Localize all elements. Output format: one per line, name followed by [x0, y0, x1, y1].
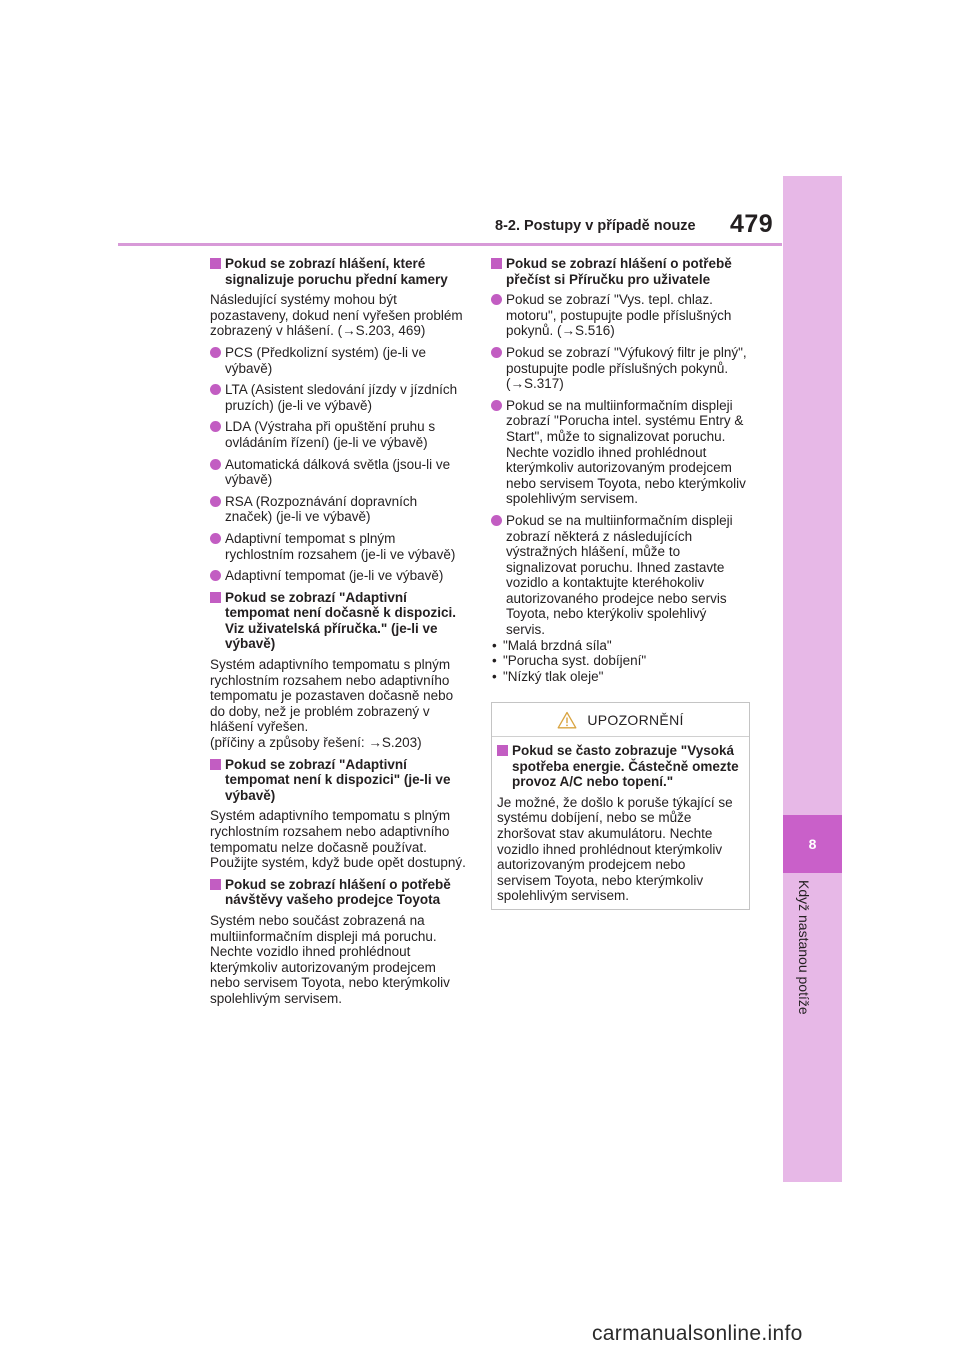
section-title: 8-2. Postupy v případě nouze	[495, 218, 696, 234]
list-item-text: Pokud se zobrazí "Výfukový filtr je plný", postupujte podle příslušných pokynů. (→S.317)	[506, 344, 747, 392]
list-item	[210, 382, 468, 413]
sub-list-item: • "Porucha syst. dobíjení"	[491, 653, 749, 669]
caution-heading	[497, 743, 743, 790]
round-bullet-icon	[210, 459, 221, 470]
list-item-text: RSA (Rozpoznávání dopravních značek) (je-li ve výbavě)	[225, 493, 418, 525]
round-bullet-icon	[491, 347, 502, 358]
heading-text: Pokud se zobrazí hlášení o potřebě přečíst si Příručku pro uživatele	[506, 256, 732, 287]
list-item	[210, 494, 468, 525]
watermark: carmanualsonline.info	[592, 1322, 803, 1345]
paragraph: Systém adaptivního tempomatu s plným rychlostním rozsahem nebo adaptivního tempomatu nelze dočasně používat. Použijte systém, když bude opět dostupný.	[210, 808, 466, 871]
square-bullet-icon	[491, 258, 502, 269]
round-bullet-icon	[491, 400, 502, 411]
left-column	[210, 256, 468, 1013]
section-heading	[210, 590, 468, 652]
list-item	[210, 457, 468, 488]
list-item	[210, 345, 468, 376]
heading-text: Pokud se často zobrazuje "Vysoká spotřeba energie. Částečně omezte provoz A/C nebo topení."	[512, 743, 739, 790]
list-item-text: Adaptivní tempomat s plným rychlostním rozsahem (je-li ve výbavě)	[225, 530, 456, 562]
sub-list-item: • "Nízký tlak oleje"	[491, 669, 749, 685]
heading-text: Pokud se zobrazí "Adaptivní tempomat není k dispozici" (je-li ve výbavě)	[225, 756, 451, 803]
chapter-label: Když nastanou potíže	[796, 880, 812, 1015]
list-item-text: PCS (Předkolizní systém) (je-li ve výbavě)	[225, 344, 427, 376]
paragraph: Systém nebo součást zobrazená na multiinformačním displeji má poruchu. Nechte vozidlo ihned prohlédnout kterýmkoliv autorizovaným prodejcem nebo servisem Toyota, nebo kterýmkoliv spolehlivým servisem.	[210, 912, 450, 1006]
list-item	[491, 398, 749, 507]
list-item-text: LTA (Asistent sledování jízdy v jízdních pruzích) (je-li ve výbavě)	[225, 382, 458, 413]
round-bullet-icon	[210, 384, 221, 395]
round-bullet-icon	[491, 294, 502, 305]
sub-list-item: • "Malá brzdná síla"	[491, 638, 749, 654]
list-item	[210, 531, 468, 562]
list-item-text: Pokud se na multiinformačním displeji zobrazí některá z následujících výstražných hlášení, může to signalizovat poruchu. Ihned zastavte vozidlo a kontaktujte kteréhokoliv autorizovaného prodejce nebo servis Toyota, nebo kterýkoliv spolehlivý servis.	[506, 512, 733, 638]
round-bullet-icon	[210, 570, 221, 581]
round-bullet-icon	[210, 496, 221, 507]
list-item	[491, 345, 749, 392]
square-bullet-icon	[210, 592, 221, 603]
square-bullet-icon	[210, 759, 221, 770]
round-bullet-icon	[210, 347, 221, 358]
header-rule	[118, 243, 782, 246]
right-column	[491, 256, 749, 684]
round-bullet-icon	[491, 515, 502, 526]
heading-text: Pokud se zobrazí hlášení, které signalizuje poruchu přední kamery	[225, 256, 448, 287]
list-item	[491, 513, 749, 638]
page-number: 479	[730, 210, 774, 238]
list-item	[210, 568, 468, 584]
square-bullet-icon	[210, 258, 221, 269]
chapter-number: 8	[783, 815, 842, 873]
section-heading	[491, 256, 749, 287]
list-item-text: Adaptivní tempomat (je-li ve výbavě)	[225, 568, 444, 584]
list-item-text: LDA (Výstraha při opuštění pruhu s ovládáním řízení) (je-li ve výbavě)	[225, 419, 436, 450]
round-bullet-icon	[210, 533, 221, 544]
reference-note: (příčiny a způsoby řešení: →S.203)	[210, 735, 422, 751]
section-heading	[210, 877, 468, 908]
paragraph: Systém adaptivního tempomatu s plným rychlostním rozsahem nebo adaptivního tempomatu je pozastaven dočasně nebo do doby, než je problém zobrazený v hlášení vyřešen.	[210, 657, 454, 735]
section-heading	[210, 757, 468, 804]
heading-text: Pokud se zobrazí "Adaptivní tempomat není dočasně k dispozici. Viz uživatelská příručka." (je-li ve výbavě)	[225, 589, 457, 652]
caution-title: UPOZORNĚNÍ	[587, 711, 684, 728]
caution-box	[491, 702, 750, 910]
caution-body	[492, 737, 749, 904]
warning-triangle-icon	[557, 711, 577, 729]
list-item	[491, 292, 749, 339]
square-bullet-icon	[210, 879, 221, 890]
square-bullet-icon	[497, 745, 508, 756]
list-item-text: Automatická dálková světla (jsou-li ve výbavě)	[225, 456, 451, 488]
list-item	[210, 419, 468, 450]
chapter-side-tab	[783, 176, 842, 1182]
paragraph: Následující systémy mohou být pozastaveny, dokud není vyřešen problém zobrazený v hlášení. (→S.203, 469)	[210, 292, 463, 339]
caution-paragraph: Je možné, že došlo k poruše týkající se systému dobíjení, nebo se může zhoršovat stav akumulátoru. Nechte vozidlo ihned prohlédnout kterýmkoliv autorizovaným prodejcem nebo servisem Toyota, nebo kterýmkoliv spolehlivým servisem.	[497, 794, 733, 904]
round-bullet-icon	[210, 421, 221, 432]
list-item-text: Pokud se na multiinformačním displeji zobrazí "Porucha intel. systému Entry & Start", může to signalizovat poruchu. Nechte vozidlo ihned prohlédnout kterýmkoliv autorizovaným prodejcem nebo servisem Toyota, nebo kterýmkoliv spolehlivým servisem.	[506, 397, 746, 507]
section-heading	[210, 256, 468, 287]
heading-text: Pokud se zobrazí hlášení o potřebě návštěvy vašeho prodejce Toyota	[225, 876, 451, 908]
list-item-text: Pokud se zobrazí "Vys. tepl. chlaz. motoru", postupujte podle příslušných pokynů. (→S.516)	[506, 292, 732, 339]
caution-header	[492, 703, 749, 737]
